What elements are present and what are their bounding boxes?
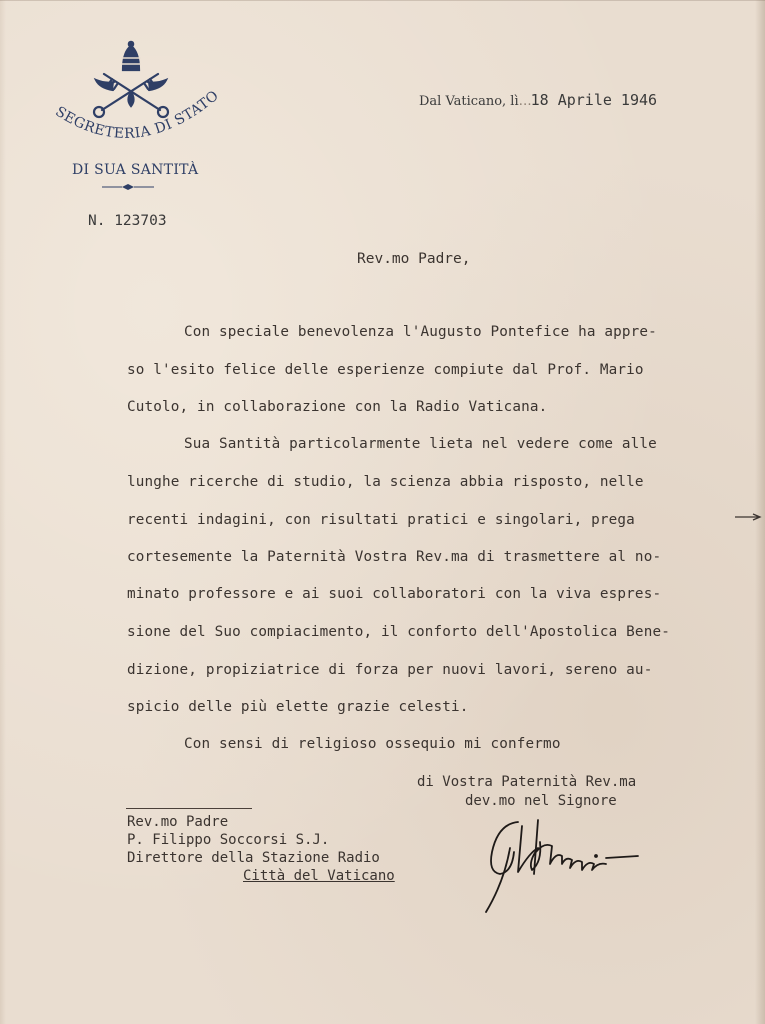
body-line: recenti indagini, con risultati pratici e singolari, prega [127,512,635,528]
body-line: lunghe ricerche di studio, la scienza abbia risposto, nelle [127,474,644,490]
body-line: dizione, propiziatrice di forza per nuovi lavori, sereno au- [127,662,653,678]
body-line: cortesemente la Paternità Vostra Rev.ma di trasmettere al no- [127,549,662,565]
dotted-leader: … [518,94,531,109]
department-name: DI SUA SANTITÀ [72,162,199,178]
closing-line-1: di Vostra Paternità Rev.ma [417,774,637,790]
salutation: Rev.mo Padre, [357,251,471,267]
closing-line-2: dev.mo nel Signore [465,793,617,809]
body-line: spicio delle più elette grazie celesti. [127,699,469,715]
ornament-divider-icon [102,183,154,191]
body-line: minato professore e ai suoi collaboratori con la viva espres- [127,586,662,602]
body-line: so l'esito felice delle esperienze compiute dal Prof. Mario [127,362,644,378]
addressee-title: Rev.mo Padre [127,814,229,830]
body-line: sione del Suo compiacimento, il conforto dell'Apostolica Bene- [127,624,670,640]
dateline-prefix: Dal Vaticano, lì [419,94,519,109]
letter-date: 18 Aprile 1946 [530,91,658,109]
addressee-rule [126,808,252,809]
addressee-city: Città del Vaticano [243,868,395,884]
handwritten-signature [478,812,648,922]
body-line: Con speciale benevolenza l'Augusto Pontefice ha appre- [184,324,657,340]
margin-arrow-mark [735,513,765,521]
addressee-role: Direttore della Stazione Radio [127,850,380,866]
svg-text:SEGRETERIA DI STATO: SEGRETERIA DI STATO [52,87,223,143]
addressee-name: P. Filippo Soccorsi S.J. [127,832,330,848]
paper-fold-crease [0,0,765,1]
protocol-number: N. 123703 [88,213,167,229]
body-line: Con sensi di religioso ossequio mi confermo [184,736,561,752]
body-line: Sua Santità particolarmente lieta nel vedere come alle [184,436,657,452]
body-line: Cutolo, in collaborazione con la Radio Vaticana. [127,399,548,415]
letterhead-arc-title [40,60,230,170]
dateline [419,91,657,109]
